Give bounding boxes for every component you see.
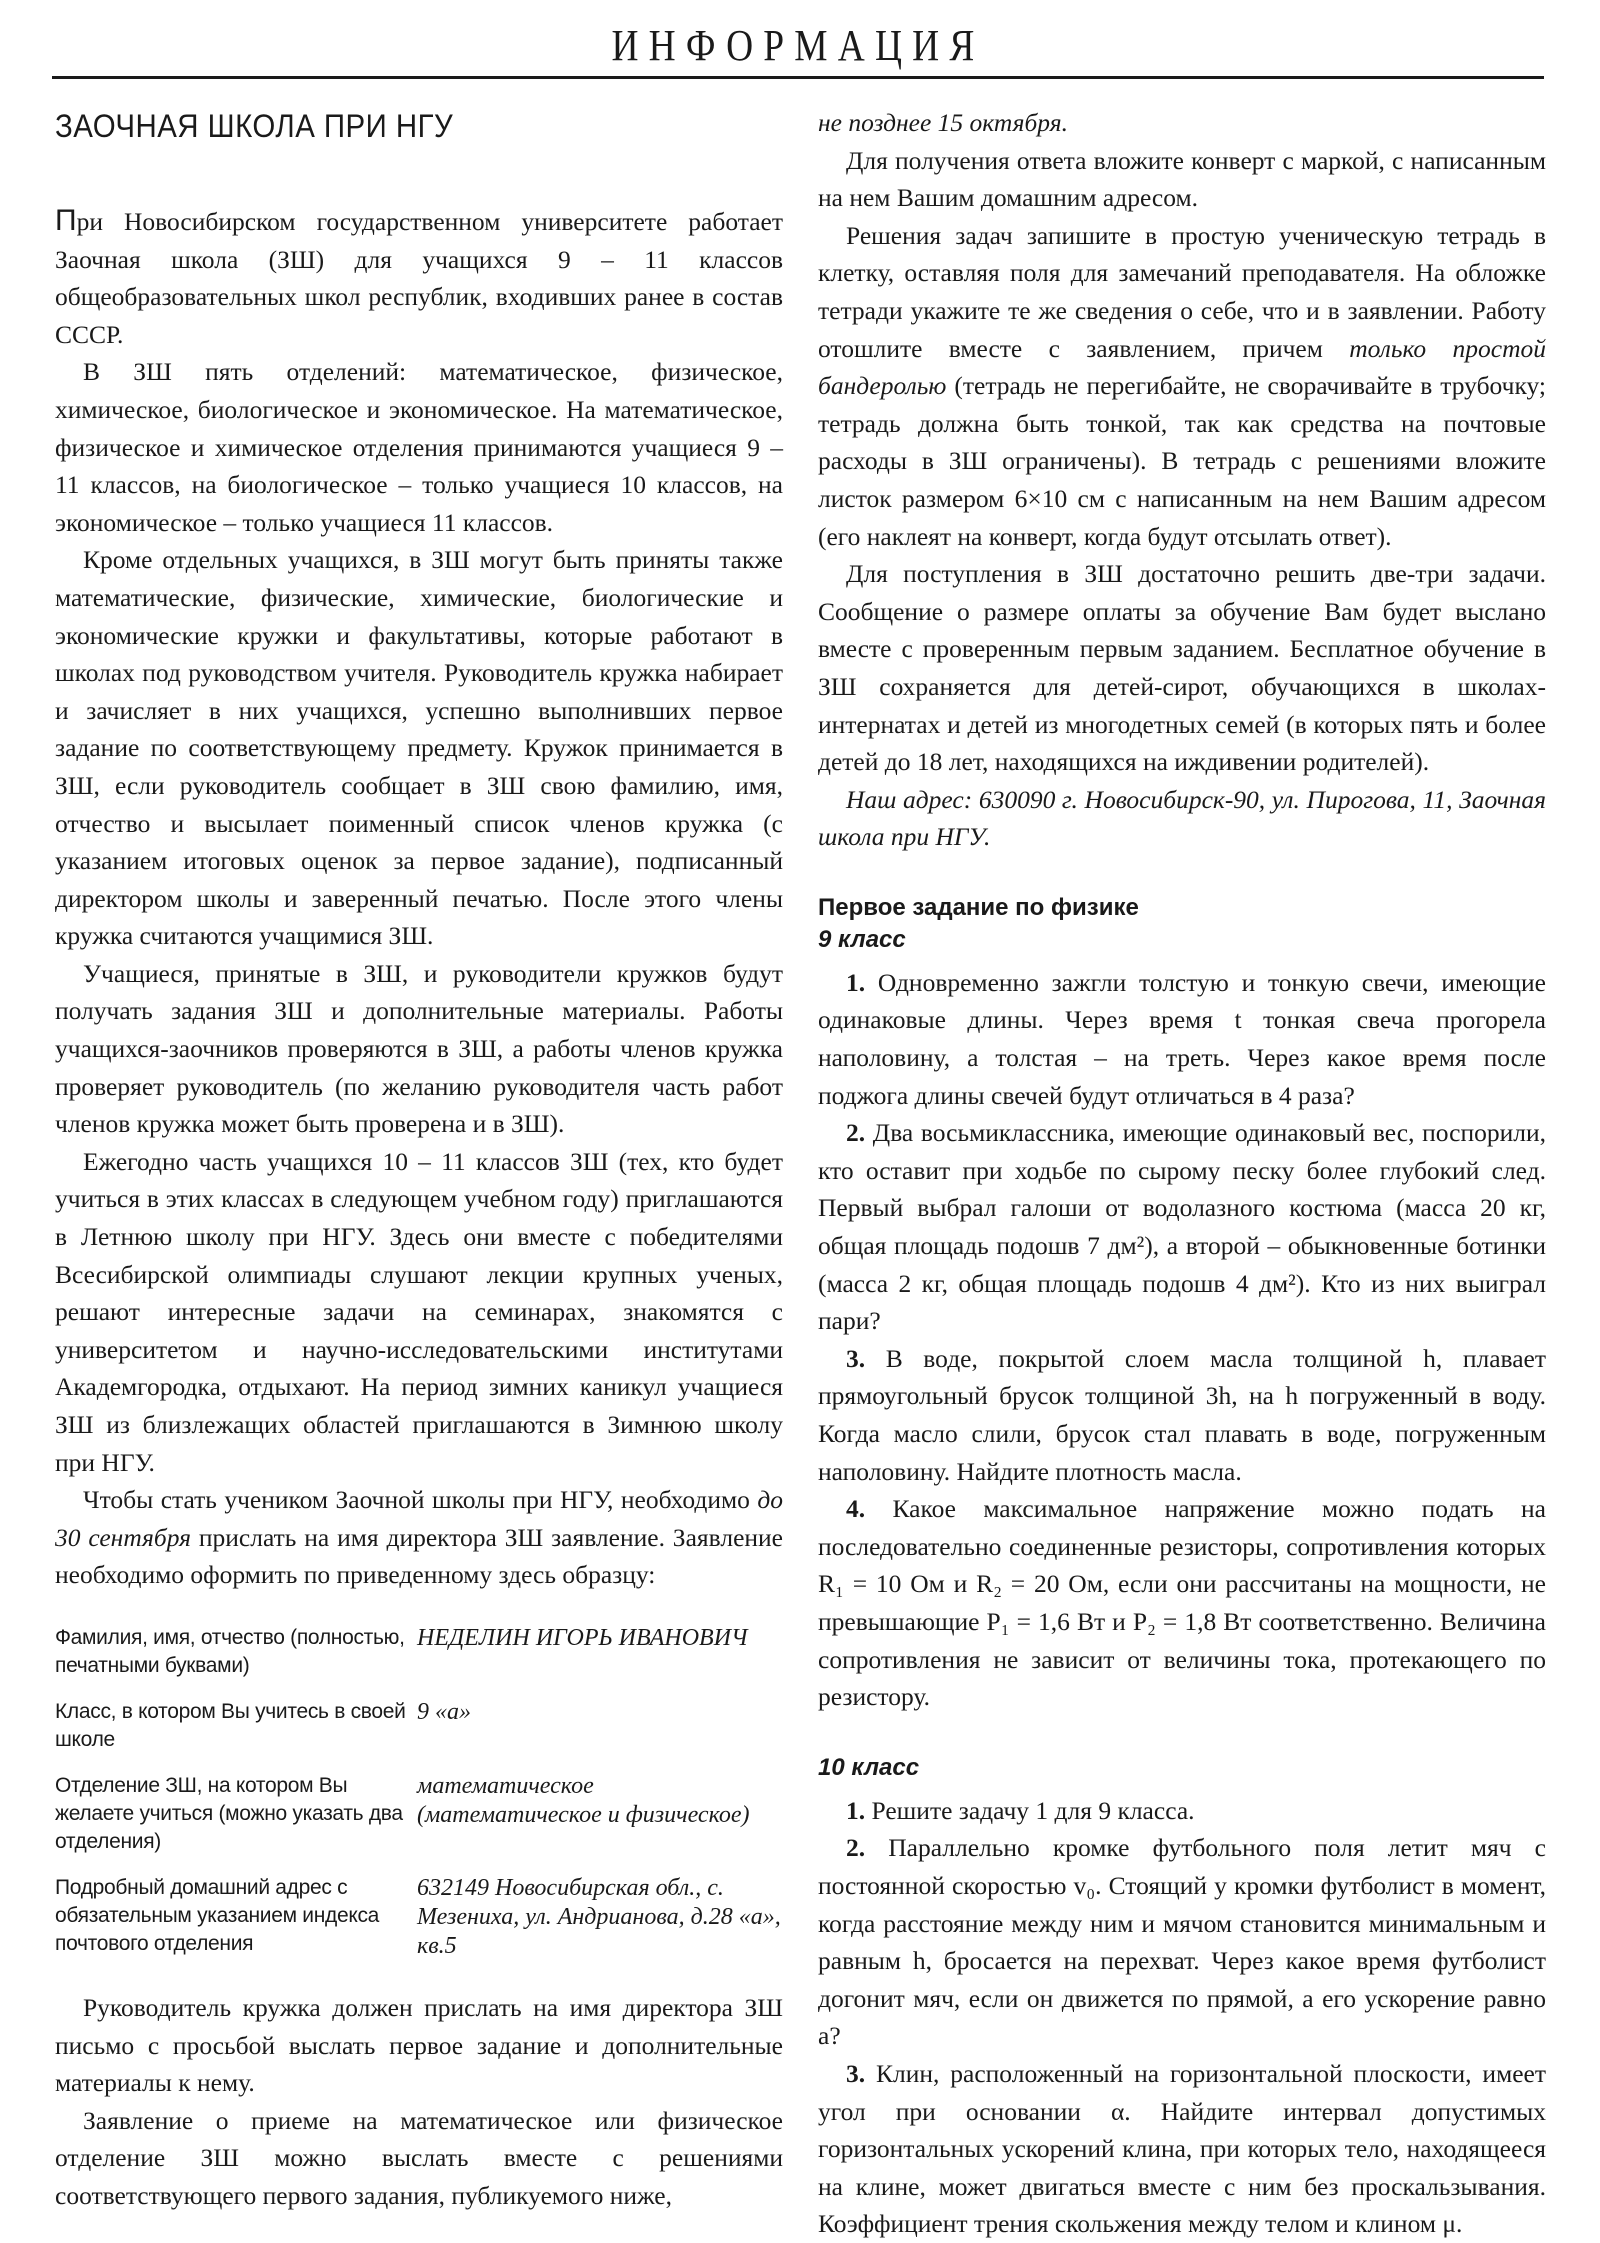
problem-number: 1. [846, 1795, 866, 1825]
form-value: 9 «а» [417, 1698, 471, 1725]
problem-text: Решите задачу 1 для 9 класса. [871, 1795, 1195, 1825]
problem-text: Параллельно кромке футбольного поля летит мяч с постоянной скоростью v₀. Стоящий у кромки футболист в момент, когда расстояние между ним и мячом становится минимальным и равным h, бросается на перехват. Через какое время футболист догонит мяч, если он движется по прямой, а его ускорение равно a? [818, 1833, 1547, 2051]
text-span: Решения задач запишите в простую ученическую тетрадь в клетку, оставляя поля для замечаний преподавателя. На обложке тетради укажите те же сведения о себе, что и в заявлении. Работу отошлите вместе с заявлением, причем [818, 220, 1546, 363]
deadline-emphasis: не позднее 15 октября. [818, 108, 1068, 137]
problem-number: 2. [846, 1833, 866, 1863]
form-value: математическое (математическое и физическое) [417, 1772, 750, 1828]
address-text: Наш адрес: 630090 г. Новосибирск-90, ул. Пирогова, 11, Заочная школа при НГУ. [818, 784, 1546, 852]
paragraph-departments: В ЗШ пять отделений: математическое, физическое, химическое, биологическое и экономическое. На математическое, физическое и химическое отделения принимаются учащиеся 9 – 11 классов, на биологическое – только учащиеся 10 классов, на экономическое – только учащиеся 11 классов. [55, 357, 783, 537]
problem-number: 1. [846, 967, 866, 997]
intro-text: ри Новосибирском государственном университете работает Заочная школа (ЗШ) для учащихся 9 – 11 классов общеобразовательных школ республик, входивших ранее в состав СССР. [55, 207, 783, 349]
problem-item [818, 964, 1546, 1114]
parcel-emphasis: только простой бандеролью [818, 333, 1546, 401]
form-label: Подробный домашний адрес с обязательным указанием индекса почтового отделения [55, 1875, 380, 1955]
problem-number: 4. [846, 1494, 866, 1524]
problem-text: Два восьмиклассника, имеющие одинаковый вес, поспорили, кто оставит при ходьбе по сырому песку более глубокий след. Первый выбрал галоши от водолазного костюма (масса 20 кг, общая площадь подошв 7 дм²), а второй – обыкновенные ботинки (масса 2 кг, общая площадь подошв 4 дм²). Кто из них выиграл пари? [818, 1118, 1547, 1336]
paragraph-clubs: Кроме отдельных учащихся, в ЗШ могут быть приняты также математические, физические, химические, биологические и экономические кружки и факультативы, которые работают в школах под руководством учителя. Руководитель кружка набирает и зачисляет в них учащихся, успешно выполнивших первое задание по соответствующему предмету. Кружок принимается в ЗШ, если руководитель сообщает в ЗШ свою фамилию, имя, отчество и высылает поименный список членов кружка (с указанием итоговых оценок за первое задание), подписанный директором школы и заверенный печатью. После этого члены кружка считаются учащимися ЗШ. [55, 545, 783, 951]
text-span: Заявление о приеме на математическое или физическое отделение ЗШ можно выслать вместе с решениями соответствующего первого задания, публикуемого ниже, [55, 2105, 783, 2210]
text-span: Чтобы стать учеником Заочной школы при НГУ, необходимо [83, 1485, 758, 1515]
application-sample-form [55, 1624, 783, 1961]
dropcap-letter: П [55, 204, 77, 237]
problem-number: 2. [846, 1118, 866, 1148]
problem-text: Клин, расположенный на горизонтальной плоскости, имеет угол при основании α. Найдите интервал допустимых горизонтальных ускорений клина, при которых тело, находящееся на клине, может двигаться вместе с ним без проскальзывания. Коэффициент трения скольжения между телом и клином μ. [818, 2058, 1546, 2239]
form-value: 632149 Новосибирская обл., с. Мезениха, ул. Андрианова, д.28 «а», кв.5 [417, 1874, 781, 1959]
form-row [55, 1874, 783, 1961]
paragraph-application [55, 1481, 783, 1594]
form-row [55, 1698, 783, 1754]
problem-text: Какое максимальное напряжение можно подать на последовательно соединенные резисторы, сопротивления которых R₁ = 10 Ом и R₂ = 20 Ом, если они рассчитаны на мощности, не превышающие P₁ = 1,6 Вт и P₂ = 1,8 Вт соответственно. Величина сопротивления не зависит от величины тока, протекающего по резистору. [818, 1494, 1546, 1712]
postal-address [818, 781, 1546, 856]
problem-number: 3. [846, 2058, 866, 2088]
paragraph-deadline-continued [818, 104, 1546, 142]
form-value: НЕДЕЛИН ИГОРЬ ИВАНОВИЧ [417, 1624, 748, 1651]
intro-paragraph [55, 202, 783, 353]
form-label: Класс, в котором Вы учитесь в своей школе [55, 1699, 406, 1751]
paragraph-envelope: Для получения ответа вложите конверт с маркой, с написанным на нем Вашим домашним адресом. [818, 145, 1546, 213]
problem-item [818, 1829, 1546, 2055]
problem-number: 3. [846, 1343, 866, 1373]
problem-text: Одновременно зажгли толстую и тонкую свечи, имеющие одинаковые длины. Через время t тонкая свеча прогорела наполовину, а толстая – на треть. Через какое время после поджога длины свечей будут отличаться в 4 раза? [818, 967, 1546, 1110]
deadline-emphasis: до 30 сентября [55, 1485, 783, 1552]
form-row [55, 1772, 783, 1856]
problem-item [818, 1340, 1546, 1490]
paragraph-club-leader: Руководитель кружка должен прислать на имя директора ЗШ письмо с просьбой выслать первое задание и дополнительные материалы к нему. [55, 1992, 783, 2098]
paragraph-notebook [818, 217, 1546, 555]
header-title: ИНФОРМАЦИЯ [611, 21, 985, 70]
form-row [55, 1624, 783, 1680]
form-label: Фамилия, имя, отчество (полностью, печатными буквами) [55, 1625, 405, 1677]
grade-10-label: 10 класс [818, 1753, 920, 1781]
paragraph-deadline [55, 2102, 783, 2215]
paragraph-summer-school: Ежегодно часть учащихся 10 – 11 классов ЗШ (тех, кто будет учиться в этих классах в следующем учебном году) приглашаются в Летнюю школу при НГУ. Здесь они вместе с победителями Всесибирской олимпиады слушают лекции крупных ученых, решают интересные задачи на семинарах, знакомятся с университетом и научно-исследовательскими институтами Академгородка, отдыхают. На период зимних каникул учащиеся ЗШ из близлежащих областей приглашаются в Зимнюю школу при НГУ. [55, 1146, 783, 1477]
left-column [55, 100, 783, 2215]
problem-item [818, 2055, 1546, 2243]
problem-item [818, 1490, 1546, 1716]
tasks-heading: Первое задание по физике [818, 893, 1139, 921]
text-span: (тетрадь не перегибайте, не сворачивайте в трубочку; тетрадь должна быть тонкой, так как средства на почтовые расходы в ЗШ ограничены). В тетрадь с решениями вложите листок размером 6×10 см с написанным на нем Вашим адресом (его наклеят на конверт, когда будут отсылать ответ). [818, 371, 1546, 551]
page-header [52, 0, 1544, 79]
paragraph-materials: Учащиеся, принятые в ЗШ, и руководители кружков будут получать задания ЗШ и дополнительные материалы. Работы учащихся-заочников проверяются в ЗШ, а работы членов кружка проверяет руководитель (по желанию руководителя часть работ членов кружка может быть проверена и в ЗШ). [55, 958, 783, 1139]
right-column [818, 104, 1546, 2243]
problem-text: В воде, покрытой слоем масла толщиной h, плавает прямоугольный брусок толщиной 3h, на h погруженный в воду. Когда масло слили, брусок стал плавать в воде, погруженным наполовину. Найдите плотность масла. [818, 1343, 1547, 1486]
problem-item [818, 1114, 1546, 1340]
form-label: Отделение ЗШ, на котором Вы желаете учиться (можно указать два отделения) [55, 1773, 403, 1853]
text-span: прислать на имя директора ЗШ заявление. Заявление необходимо оформить по приведенному здесь образцу: [55, 1522, 783, 1590]
article-title: ЗАОЧНАЯ ШКОЛА ПРИ НГУ [55, 108, 454, 144]
problem-item [818, 1792, 1546, 1830]
grade-9-label: 9 класс [818, 925, 906, 953]
paragraph-payment: Для поступления в ЗШ достаточно решить две-три задачи. Сообщение о размере оплаты за обучение Вам будет выслано вместе с проверенным первым заданием. Бесплатное обучение в ЗШ сохраняется для детей-сирот, обучающихся в школах-интернатах и детей из многодетных семей (в которых пять и более детей до 18 лет, находящихся на иждивении родителей). [818, 559, 1546, 777]
physics-tasks [818, 892, 1546, 2243]
